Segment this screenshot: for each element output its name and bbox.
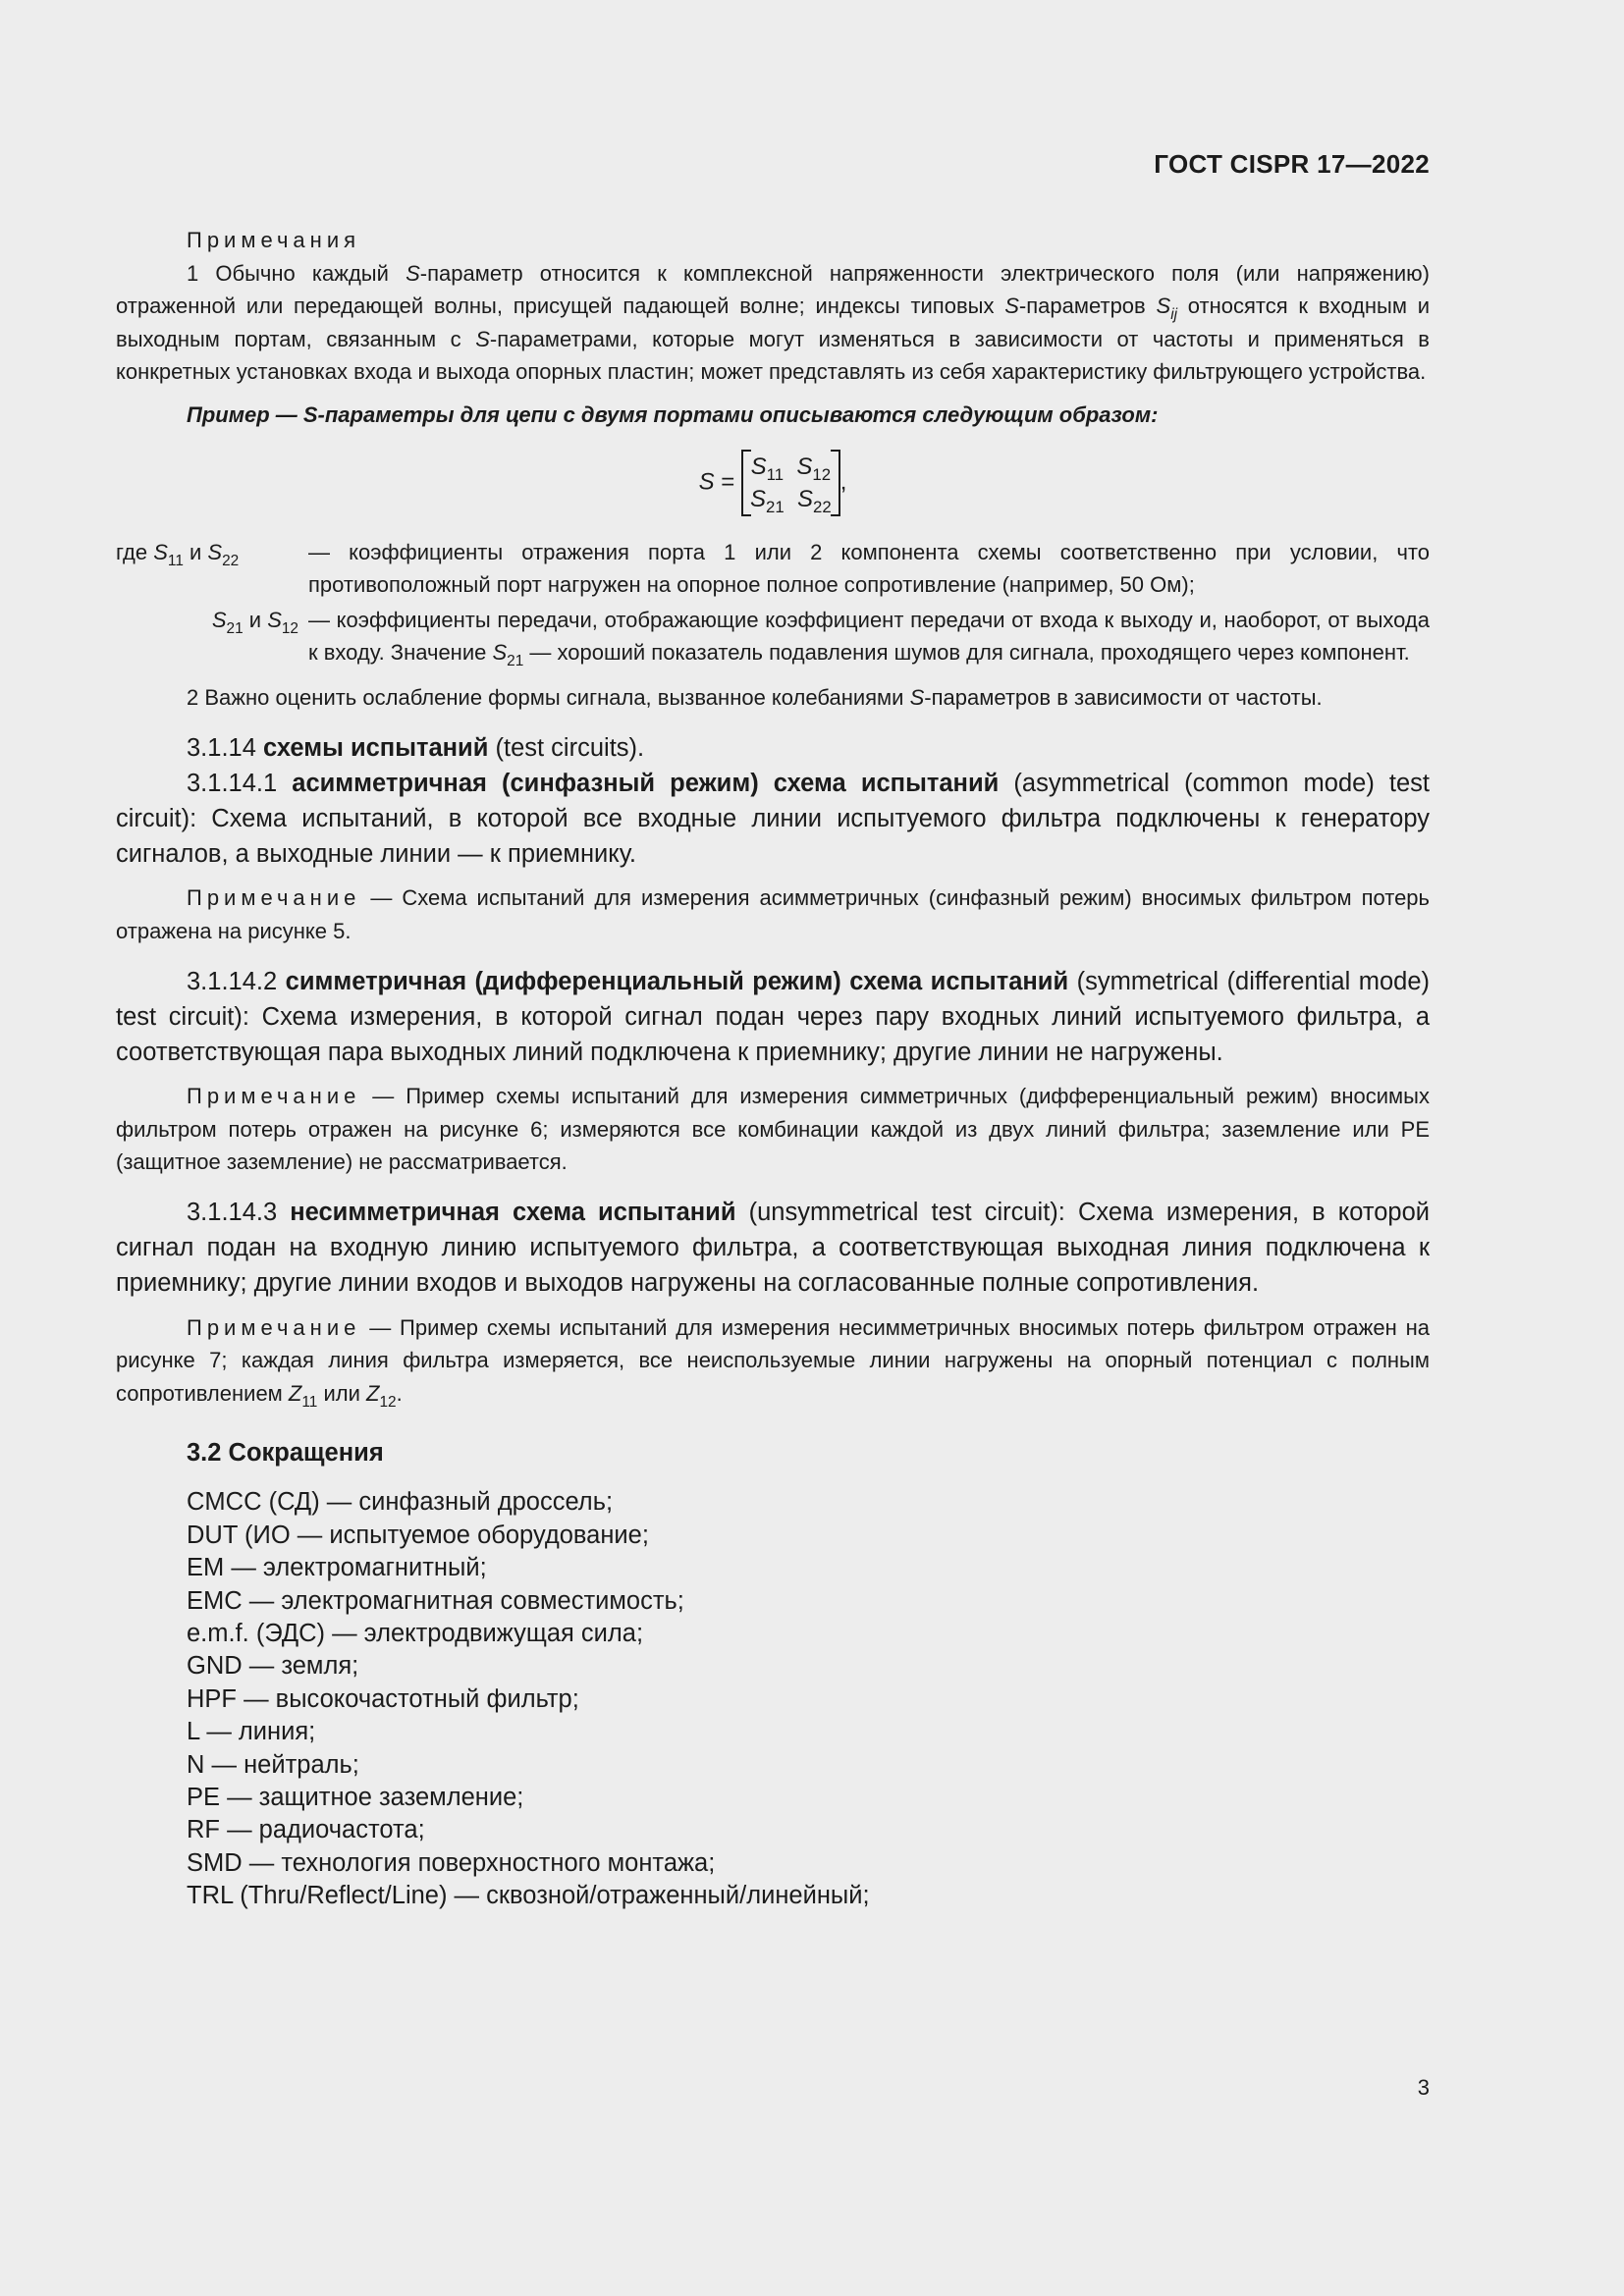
list-item: N — нейтраль; [187,1750,359,1779]
note-3-1-14-3: Примечание — Пример схемы испытаний для измерения несимметричных вносимых потерь фильтром отражен на рисунке 7; каждая линия фильтра измеряется, все неиспользуемые линии нагружены на опорный потенциал с полным сопротивлением $Z_{11}$ или $Z_{12}$. [116,1314,1430,1411]
list-item: GND — земля; [187,1652,359,1681]
list-item: CMCC (СД) — синфазный дроссель; [187,1488,614,1517]
example-line: Пример — S-параметры для цепи с двумя портами описываются следующим образом: [187,401,1159,427]
list-item: RF — радиочастота; [187,1816,425,1844]
definition-reflection: — коэффициенты отражения порта 1 или 2 компонента схемы соответственно при условии, что противоположный порт нагружен на опорное полное сопротивление (например, 50 Ом); [308,539,1430,598]
list-item: SMD — технология поверхностного монтажа; [187,1848,716,1877]
note-2: 2 Важно оценить ослабление формы сигнала, вызванное колебаниями S-параметров в зависимости от частоты. [187,684,1323,710]
section-3-1-14-1: 3.1.14.1 асимметричная (синфазный режим) схема испытаний (asymmetrical (common mode) test circuit): Схема испытаний, в которой все входные линии испытуемого фильтра подключены к генератору сигналов, а выходные линии — к приемнику. [116,769,1430,869]
list-item: TRL (Thru/Reflect/Line) — сквозной/отраженный/линейный; [187,1882,870,1910]
section-3-1-14: 3.1.14 схемы испытаний (test circuits). [187,733,645,762]
notes-label: Примечания [187,228,361,252]
note-1: 1 Обычно каждый S-параметр относится к комплексной напряженности электрического поля (или напряжению) отраженной или передающей волны, присущей падающей волне; индексы типовых S-параметров $S_{ij}$ относятся к входным и выходным портам, связанным с S-параметрами, которые могут изменяться в зависимости от частоты и применяться в конкретных установках входа и выхода опорных пластин; может представлять из себя характеристику фильтрующего устройства. [116,260,1430,385]
document-page [116,0,1430,2296]
list-item: HPF — высокочастотный фильтр; [187,1684,579,1713]
definition-term-s21-s12: $S_{21}$ и $S_{12}$ [211,607,298,637]
abbreviations-list [187,1486,1430,1912]
note-3-1-14-2: Примечание — Пример схемы испытаний для измерения симметричных (дифференциальный режим) вносимых фильтром потерь отражен на рисунке 6; измеряются все комбинации каждой из двух линий фильтра; заземление или PE (защитное заземление) не рассматривается. [116,1084,1430,1175]
list-item: e.m.f. (ЭДС) — электродвижущая сила; [187,1619,644,1647]
document-code-header: ГОСТ CISPR 17—2022 [1154,149,1430,179]
s-matrix-equation: $S = S_{11}$ $S_{12}$ $S_{21}$ $S_{22}$, [116,450,1430,516]
definition-transmission: — коэффициенты передачи, отображающие коэффициент передачи от входа к выходу и, наоборот, от выхода к входу. Значение $S_{21}$ — хороший показатель подавления шумов для сигнала, проходящего через компонент. [308,607,1430,670]
definitions [116,536,1430,671]
list-item: L — линия; [187,1718,316,1746]
section-3-1-14-2: 3.1.14.2 симметричная (дифференциальный режим) схема испытаний (symmetrical (differential mode) test circuit): Схема измерения, в которой сигнал подан через пару входных линий испытуемого фильтра, а соответствующая пара выходных линий подключена к приемнику; другие линии не нагружены. [116,967,1430,1066]
s-matrix: $S_{11}$ $S_{12}$ $S_{21}$ $S_{22}$ [741,450,840,516]
list-item: EM — электромагнитный; [187,1554,487,1582]
content [116,224,1430,1913]
list-item: PE — защитное заземление; [187,1783,524,1811]
section-3-1-14-3: 3.1.14.3 несимметричная схема испытаний (unsymmetrical test circuit): Схема измерения, в которой сигнал подан на входную линию испытуемого фильтра, а соответствующая выходная линия подключена к приемнику; другие линии входов и выходов нагружены на согласованные полные сопротивления. [116,1198,1431,1298]
definition-term-s11-s22: где $S_{11}$ и $S_{22}$ [116,539,240,569]
page-number: 3 [1417,2075,1430,2100]
list-item: DUT (ИО — испытуемое оборудование; [187,1521,649,1549]
section-3-2-title: 3.2 Сокращения [187,1439,384,1468]
list-item: EMC — электромагнитная совместимость; [187,1586,684,1615]
note-3-1-14-1: Примечание — Схема испытаний для измерения асимметричных (синфазный режим) вносимых фильтром потерь отражена на рисунке 5. [116,885,1430,943]
